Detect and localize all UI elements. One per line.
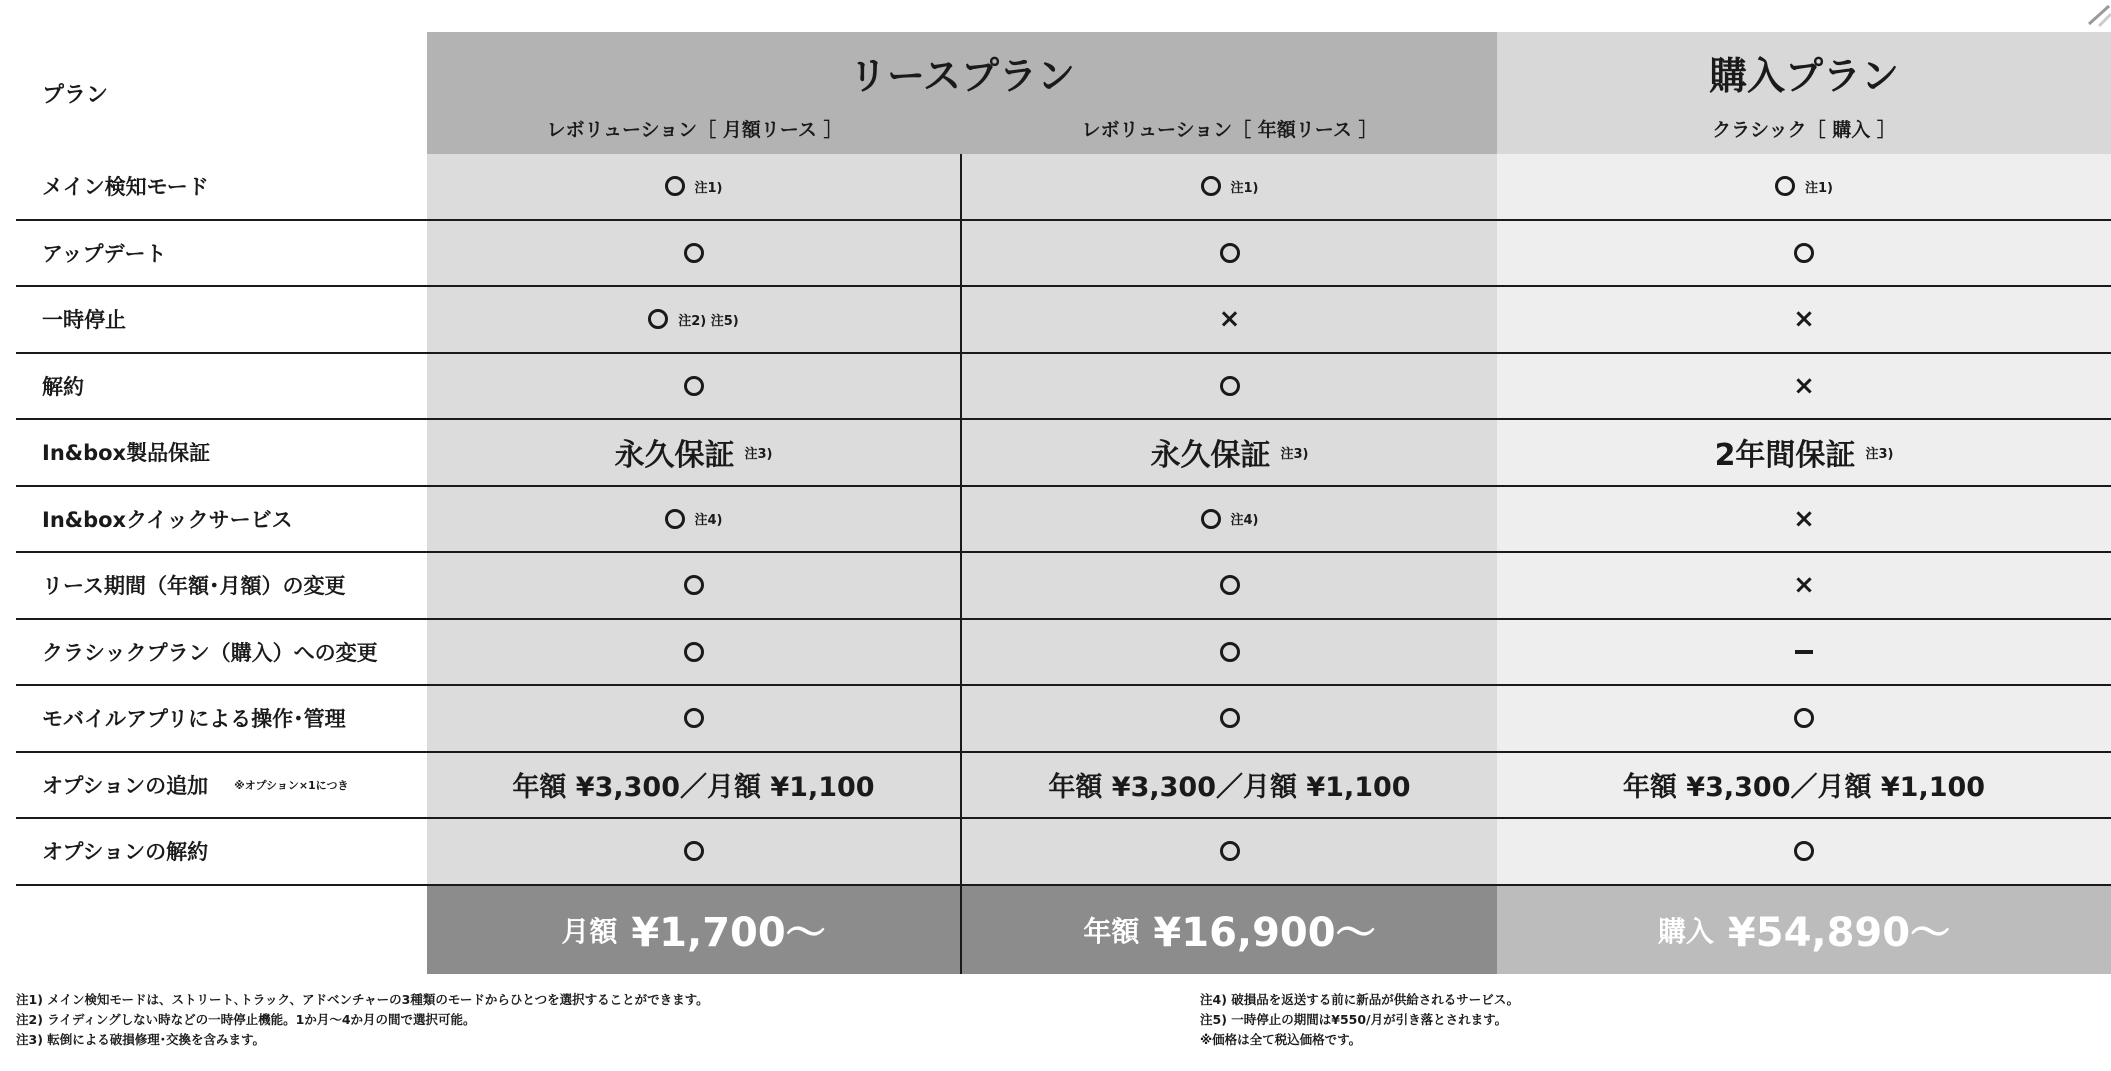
- total-price-buy: [1497, 886, 2111, 974]
- circle-mark-icon: [1220, 376, 1240, 396]
- note-ref: 注3): [1865, 446, 1894, 462]
- row-label-note: ※オプション×1につき: [234, 778, 349, 792]
- circle-mark-icon: [665, 176, 685, 196]
- cell-buy: [1497, 420, 2111, 485]
- cell-monthly: [427, 287, 962, 352]
- row-label: [16, 154, 427, 219]
- lease-plan-header: [427, 32, 1497, 154]
- cell-monthly: [427, 354, 962, 419]
- cell-buy: [1497, 354, 2111, 419]
- table-row: [16, 287, 2111, 354]
- circle-mark-icon: [684, 243, 704, 263]
- cell-yearly: [962, 420, 1497, 485]
- cell-yearly: [962, 686, 1497, 751]
- plan-name-classic-buy: クラシック［ 購入 ］: [1712, 118, 1896, 141]
- cross-mark-icon: ×: [1218, 304, 1241, 335]
- note-ref: 注4): [694, 513, 723, 529]
- note-ref: 注4): [1230, 513, 1259, 529]
- row-label: [16, 420, 427, 485]
- circle-mark-icon: [1220, 243, 1240, 263]
- total-label-empty: [16, 886, 427, 974]
- lease-plan-title: リースプラン: [848, 54, 1076, 98]
- footnote: 注1) メイン検知モードは、ストリート､トラック、アドベンチャーの3種類のモードからひとつを選択することができます。: [16, 992, 709, 1007]
- row-label-text: モバイルアプリによる操作･管理: [42, 707, 346, 732]
- cell-monthly: [427, 221, 962, 286]
- cell-yearly: [962, 620, 1497, 685]
- note-ref: 注1): [694, 180, 723, 196]
- cell-yearly: [962, 487, 1497, 552]
- table-row: [16, 154, 2111, 221]
- total-prefix: 月額: [561, 914, 618, 948]
- total-price-yearly: [962, 886, 1497, 974]
- row-label-text: オプションの追加: [42, 773, 209, 798]
- circle-mark-icon: [1220, 575, 1240, 595]
- row-label: [16, 686, 427, 751]
- cell-buy: [1497, 154, 2111, 219]
- circle-mark-icon: [1201, 509, 1221, 529]
- note-ref: 注2) 注5): [678, 313, 739, 329]
- footnote: 注4) 破損品を返送する前に新品が供給されるサービス。: [1200, 992, 1520, 1007]
- option-price: 年額 ¥3,300／月額 ¥1,100: [1622, 772, 1986, 804]
- note-ref: 注1): [1230, 180, 1259, 196]
- cell-buy: [1497, 221, 2111, 286]
- row-label-text: オプションの解約: [42, 840, 209, 865]
- table-row: [16, 553, 2111, 620]
- cell-buy: [1497, 620, 2111, 685]
- footnote: 注3) 転倒による破損修理･交換を含みます。: [16, 1032, 266, 1047]
- circle-mark-icon: [1775, 176, 1795, 196]
- circle-mark-icon: [1794, 708, 1814, 728]
- note-ref: 注3): [1280, 446, 1309, 462]
- row-label-text: In&boxクイックサービス: [42, 507, 293, 532]
- cell-monthly: [427, 420, 962, 485]
- table-row: [16, 819, 2111, 886]
- cell-yearly: [962, 753, 1497, 818]
- footnotes-right: [1200, 990, 1519, 1050]
- cell-monthly: [427, 487, 962, 552]
- plan-name-monthly-lease: レボリューション［ 月額リース ］: [546, 118, 843, 141]
- circle-mark-icon: [1220, 841, 1240, 861]
- row-label: [16, 553, 427, 618]
- footnote: 注2) ライディングしない時などの一時停止機能。1か月～4か月の間で選択可能。: [16, 1012, 476, 1027]
- cell-monthly: [427, 154, 962, 219]
- cross-mark-icon: ×: [1793, 503, 1815, 534]
- row-label: [16, 354, 427, 419]
- circle-mark-icon: [684, 708, 704, 728]
- guarantee-text: 永久保証: [614, 438, 735, 474]
- plan-comparison-table: [16, 32, 2111, 974]
- option-price: 年額 ¥3,300／月額 ¥1,100: [1048, 772, 1411, 804]
- footnotes-left: [16, 990, 709, 1050]
- table-row: [16, 221, 2111, 288]
- cell-yearly: [962, 553, 1497, 618]
- circle-mark-icon: [1794, 841, 1814, 861]
- header-row-label: プラン: [16, 32, 427, 154]
- row-label: [16, 287, 427, 352]
- total-amount: ¥54,890～: [1727, 910, 1951, 956]
- plan-name-yearly-lease: レボリューション［ 年額リース ］: [1081, 118, 1378, 141]
- cell-buy: [1497, 753, 2111, 818]
- cell-monthly: [427, 553, 962, 618]
- row-label-text: クラシックプラン（購入）への変更: [42, 640, 378, 665]
- total-prefix: 年額: [1083, 914, 1140, 948]
- circle-mark-icon: [1220, 708, 1240, 728]
- table-header: [16, 32, 2111, 154]
- buy-plan-title: 購入プラン: [1708, 54, 1899, 98]
- row-label-text: メイン検知モード: [42, 175, 209, 200]
- cross-mark-icon: ×: [1793, 570, 1815, 601]
- cell-monthly: [427, 686, 962, 751]
- table-row: [16, 620, 2111, 687]
- cell-buy: [1497, 553, 2111, 618]
- circle-mark-icon: [684, 642, 704, 662]
- corner-chevron-icon: [2085, 0, 2111, 28]
- cell-yearly: [962, 819, 1497, 884]
- cell-monthly: [427, 620, 962, 685]
- cell-yearly: [962, 154, 1497, 219]
- row-label: [16, 487, 427, 552]
- row-label: [16, 620, 427, 685]
- circle-mark-icon: [684, 841, 704, 861]
- row-label-text: 解約: [42, 374, 84, 399]
- cell-buy: [1497, 686, 2111, 751]
- table-row: [16, 686, 2111, 753]
- option-price: 年額 ¥3,300／月額 ¥1,100: [512, 772, 875, 804]
- feature-rows: [16, 154, 2111, 886]
- guarantee-text: 2年間保証: [1714, 438, 1856, 474]
- circle-mark-icon: [684, 575, 704, 595]
- guarantee-text: 永久保証: [1150, 438, 1271, 474]
- row-label: [16, 221, 427, 286]
- cell-buy: [1497, 819, 2111, 884]
- note-ref: 注1): [1805, 180, 1833, 196]
- circle-mark-icon: [684, 376, 704, 396]
- row-label-text: In&box製品保証: [42, 441, 211, 466]
- cell-yearly: [962, 354, 1497, 419]
- table-row: [16, 420, 2111, 487]
- total-amount: ¥1,700～: [631, 910, 826, 956]
- circle-mark-icon: [665, 509, 685, 529]
- buy-plan-header: [1497, 32, 2111, 154]
- row-label-text: アップデート: [42, 241, 167, 266]
- cell-buy: [1497, 487, 2111, 552]
- table-row: [16, 487, 2111, 554]
- price-total-row: [16, 886, 2111, 974]
- cell-monthly: [427, 819, 962, 884]
- circle-mark-icon: [1794, 243, 1814, 263]
- row-label: [16, 753, 427, 818]
- row-label: [16, 819, 427, 884]
- table-row: [16, 753, 2111, 820]
- circle-mark-icon: [1201, 176, 1221, 196]
- total-amount: ¥16,900～: [1153, 910, 1376, 956]
- cell-monthly: [427, 753, 962, 818]
- row-label-text: 一時停止: [42, 308, 126, 333]
- cell-buy: [1497, 287, 2111, 352]
- circle-mark-icon: [1220, 642, 1240, 662]
- footnote: ※価格は全て税込価格です。: [1200, 1032, 1362, 1047]
- note-ref: 注3): [744, 446, 773, 462]
- row-label-text: リース期間（年額･月額）の変更: [42, 574, 346, 599]
- cell-yearly: [962, 287, 1497, 352]
- total-prefix: 購入: [1657, 914, 1714, 948]
- cell-yearly: [962, 221, 1497, 286]
- table-row: [16, 354, 2111, 421]
- footnote: 注5) 一時停止の期間は¥550/月が引き落とされます。: [1200, 1012, 1508, 1027]
- total-price-monthly: [427, 886, 962, 974]
- cross-mark-icon: ×: [1793, 370, 1815, 401]
- circle-mark-icon: [648, 309, 668, 329]
- cross-mark-icon: ×: [1793, 304, 1815, 335]
- dash-mark-icon: [1795, 650, 1813, 654]
